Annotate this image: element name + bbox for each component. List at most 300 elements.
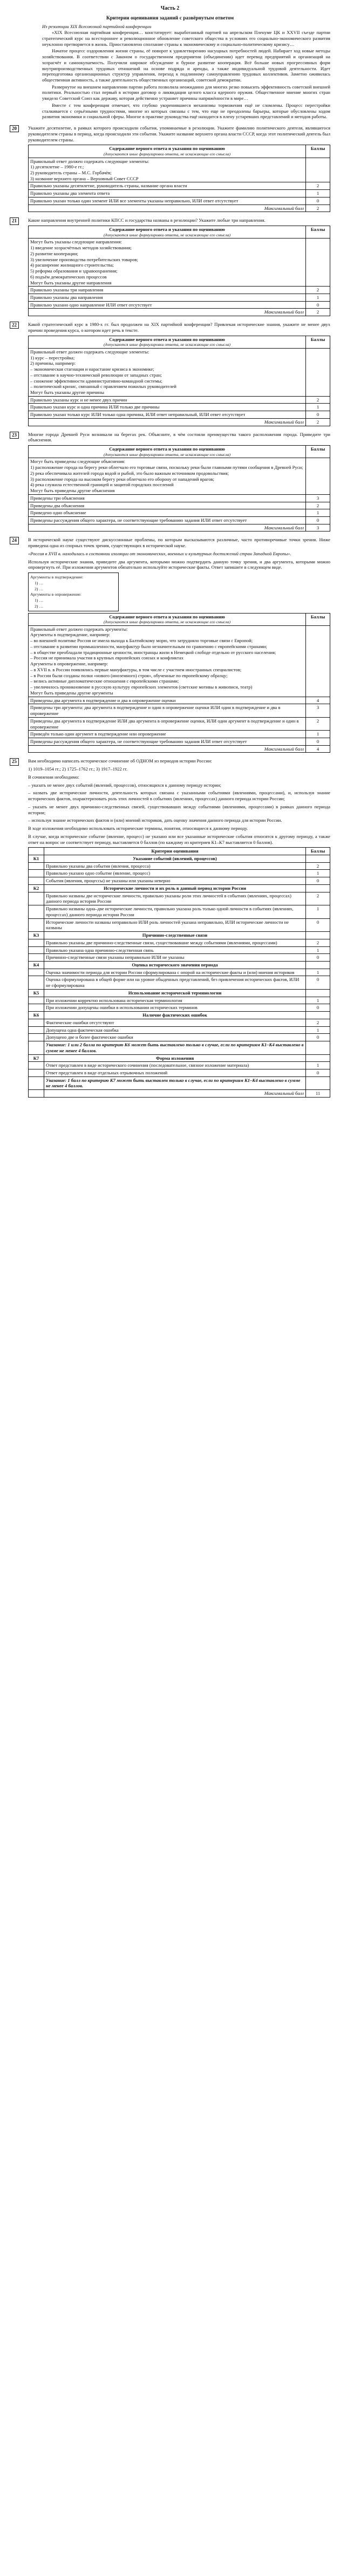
task-number-cell <box>10 432 28 532</box>
task-block <box>10 125 330 212</box>
points-col-header: Баллы <box>306 848 330 855</box>
points-value: 0 <box>306 954 330 962</box>
answer-line: 1) курс – перестройка; <box>30 355 75 360</box>
answer-line: – отставание в научно-технической революции от западных стран; <box>30 372 162 378</box>
answer-line: – в XVII в. в России появлялись первые мануфактуры, в том числе с участием иностранных специалистов; <box>30 666 242 672</box>
points-cell <box>306 1041 330 1054</box>
criterion-code-cell <box>29 1062 44 1069</box>
table-row <box>29 516 330 524</box>
template-confirm-title: Аргументы в подтверждение: <box>30 575 84 580</box>
answer-line: Аргументы в опровержение, например: <box>30 661 108 667</box>
points-value: 1 <box>306 969 330 976</box>
criterion-code-cell <box>29 905 44 918</box>
criterion-code-cell <box>29 862 44 870</box>
criteria-table <box>28 613 330 753</box>
answer-line: 1) расположение города на берегу реки облегчало его торговые связи, поскольку реки были главными путями сообщения в Древней Руси; <box>30 465 303 471</box>
table-header-row <box>29 145 330 158</box>
table-row <box>29 494 330 502</box>
answer-col-header <box>29 336 306 348</box>
part-title: Часть 2 <box>160 5 180 11</box>
answer-line: Правильный ответ должен содержать следующие элементы: <box>30 158 149 164</box>
task-body <box>28 758 330 1098</box>
criterion-code-cell <box>29 877 44 885</box>
table-header-row <box>29 336 330 348</box>
points-cell <box>306 458 330 494</box>
scoring-text: Фактические ошибки отсутствуют <box>44 1019 306 1026</box>
scoring-text: Исторические личности названы неправильно ИЛИ роль личностей указана неправильно, ИЛИ исторические личности не названы <box>44 918 306 931</box>
max-score-label: Максимальный балл <box>29 309 306 316</box>
max-score-label: Максимальный балл <box>44 1090 306 1098</box>
scoring-text: Причинно-следственные связи указаны неправильно ИЛИ не указаны <box>44 954 306 962</box>
criterion-code-cell <box>29 976 44 989</box>
criterion-title: Наличие фактических ошибок <box>44 1012 306 1019</box>
criterion-code-cell <box>29 1026 44 1034</box>
answer-col-subtitle: (допускаются иные формулировки ответа, не искажающие его смысла) <box>103 232 231 237</box>
points-value: 0 <box>306 976 330 989</box>
essay-periods: 1) 1019–1054 гг.; 2) 1725–1762 гг.; 3) 1917–1922 гг. <box>28 766 128 772</box>
answer-line: – отставание в развитии промышленности, мануфактур было незначительным по сравнению с европейскими странами; <box>30 643 267 649</box>
scoring-text: Правильно указаны два направления <box>29 294 306 301</box>
points-cell <box>306 238 330 287</box>
answer-line: – экономическая стагнация и нарастание кризиса в экономике; <box>30 366 154 372</box>
points-value: 3 <box>306 494 330 502</box>
max-score-label: Максимальный балл <box>29 205 306 212</box>
answer-line: – снижение эффективности административно-командной системы; <box>30 378 162 384</box>
table-row <box>29 877 330 885</box>
max-score-value: 4 <box>306 745 330 753</box>
scoring-text: Правильно названы одна–две исторические личности, правильно указана роль только одной личности в событиях (явлениях, процессах) данного периода истории России <box>44 905 306 918</box>
answer-row <box>29 348 330 396</box>
answer-template-box <box>28 573 119 611</box>
criterion-code-cell <box>29 954 44 962</box>
table-row <box>29 997 330 1004</box>
max-score-value: 2 <box>306 309 330 316</box>
table-row <box>29 411 330 419</box>
answer-line: Могут быть указаны другие причины <box>30 390 105 396</box>
task-question: Какой стратегический курс в 1980-х гг. был продолжен на XIX партийной конференции? Привлекая исторические знания, укажите не менее двух причин проведения курса, о котором идет речь в тексте. <box>28 322 330 333</box>
criterion-title: Исторические личности и их роль в данный период истории России <box>44 884 306 892</box>
table-row <box>29 954 330 962</box>
max-score-value: 11 <box>306 1090 330 1098</box>
task-quote: «Россия в XVII в. находилась в состоянии изоляции от экономических, военных и культурных достижений стран Западной Европы». <box>28 550 291 556</box>
table-row <box>29 976 330 989</box>
answer-line: 2) река обеспечивала жителей города водой и рыбой, это было важным источником продовольствия; <box>30 470 229 476</box>
answer-line: 3) название верхнего органа – Верховный Совет СССР <box>30 175 139 181</box>
criterion-title-row <box>29 855 330 862</box>
answer-col-title: Содержание верного ответа и указания по оцениванию <box>109 227 225 233</box>
intro-paragraph: Начатое процесс оздоровления жизни страны, её поворот к удовлетворению насущных потребностей людей. Набирает ход новые методы хозяйствования. В соответствии с Законом о государственном предприятии (объединении) идет перевод предприятий и организаций на хозрасчёт и самоокупаемость. Получили широкое обсуждение и бурное развитие кооперация. Всё больше новых прогрессивных форм внутрипроизводственных трудовых отношений на основе подряда и аренды, а также индивидуальной трудовой деятельности. Идет переподготовка организационных структур управления, переход к подлинному самоуправлению трудовых коллективов. Заметно оживилась общественная активность, а также деятельность общественных организаций, советской демократии. <box>42 48 330 83</box>
template-line: 2) … <box>35 586 44 591</box>
scoring-text: Правильно указаны десятилетие, руководитель страны, название органа власти <box>29 182 306 190</box>
answer-col-subtitle: (допускаются иные формулировки ответа, не искажающие его смысла) <box>103 619 231 625</box>
intro-paragraph: Развернутое на внешнем направлении партии работа позволила неожиданно для многих резко повысить эффективность советской внешней политики. Реальностью стал первый в истории договор о ликвидации целого класса ядерного оружия. Общественное мнение многих стран увидело Советский Союз как державу, которая действенно устраняет причины напряжённости в мире… <box>42 84 330 101</box>
max-score-row <box>29 205 330 212</box>
scoring-text: Правильно указаны три направления <box>29 287 306 294</box>
criterion-code-cell <box>29 1004 44 1012</box>
max-score-row <box>29 524 330 531</box>
max-score-row <box>29 1090 330 1098</box>
table-row <box>29 190 330 197</box>
criterion-title: Причинно-следственные связи <box>44 932 306 939</box>
answer-row <box>29 238 330 287</box>
scoring-text: Приведены три аргумента: два аргумента в подтверждение и один в опровержение оценки ИЛИ один в подтверждение и два в опровержение <box>29 704 306 717</box>
scoring-text: Приведены два аргумента в подтверждение и два в опровержение оценки <box>29 697 306 704</box>
answer-row <box>29 625 330 697</box>
scoring-text: Правильно указано одно направление ИЛИ ответ отсутствует <box>29 301 306 309</box>
points-value: 1 <box>306 294 330 301</box>
task-number: 25 <box>10 758 19 765</box>
answer-col-header <box>29 446 306 458</box>
template-line: 2) … <box>35 603 44 609</box>
criterion-code-cell <box>29 946 44 954</box>
answer-content <box>29 348 306 396</box>
criteria-col-header: Критерии оценивания <box>44 848 306 855</box>
criteria-table <box>28 336 330 426</box>
task-body <box>28 537 330 753</box>
points-cell <box>306 962 330 969</box>
criterion-title-row <box>29 962 330 969</box>
criteria-table <box>28 145 330 212</box>
table-row <box>29 1034 330 1041</box>
task-block <box>10 758 330 1098</box>
points-value: 0 <box>306 1004 330 1012</box>
task-question: В исторической науке существуют дискуссионные проблемы, по которым высказываются различные, часто противоречивые точки зрения. Ниже приведена одна из спорных точек зрения, существующих в исторической науке. <box>28 537 330 549</box>
scoring-text: Правильно указано одно событие (явление, процесс) <box>44 870 306 877</box>
points-value: 4 <box>306 697 330 704</box>
max-score-row <box>29 309 330 316</box>
criteria-table <box>28 226 330 316</box>
table-row <box>29 294 330 301</box>
points-value: 2 <box>306 182 330 190</box>
max-score-row <box>29 745 330 753</box>
criteria-table <box>28 847 330 1098</box>
criterion-code-cell <box>29 1041 44 1054</box>
criterion-code-cell <box>29 1076 44 1089</box>
answer-col-title: Содержание верного ответа и указания по оцениванию <box>109 446 225 452</box>
template-line: 1) … <box>35 598 44 603</box>
points-value: 2 <box>306 1019 330 1026</box>
criterion-code: К7 <box>29 1054 44 1062</box>
task-block <box>10 432 330 532</box>
criterion-title: Указание событий (явлений, процессов) <box>44 855 306 862</box>
criterion-code: К2 <box>29 884 44 892</box>
criterion-code-cell <box>29 997 44 1004</box>
essay-requirement: – используя знание исторических фактов и (или) мнений историков, дать оценку значения данного периода для истории России. <box>28 817 282 823</box>
table-row <box>29 1026 330 1034</box>
task-question: Какие направления внутренней политики КПСС и государства названы в резолюции? Укажите любые три направления. <box>28 217 266 223</box>
answer-line: – политический кризис, связанный с правлением пожилых руководителей <box>30 384 176 390</box>
scoring-text: Допущена одна фактическая ошибка <box>44 1026 306 1034</box>
points-cell <box>306 989 330 997</box>
table-row <box>29 404 330 411</box>
scoring-text: Правильно указаны два элемента ответа <box>29 190 306 197</box>
scoring-text: Правильно указаны два события (явления, процесса) <box>44 862 306 870</box>
answer-row <box>29 158 330 182</box>
points-value: 1 <box>306 997 330 1004</box>
criterion-title-row <box>29 1012 330 1019</box>
scoring-text: Правильно указаны две причинно-следственные связи, существовавшие между событиями (явлениями, процессами) <box>44 939 306 946</box>
table-row <box>29 1062 330 1069</box>
table-row <box>29 905 330 918</box>
task-number-cell <box>10 217 28 316</box>
criterion-code-cell <box>29 1090 44 1098</box>
points-cell <box>306 855 330 862</box>
points-value: 0 <box>306 1034 330 1041</box>
answer-line: 4) расширение жилищного строительства; <box>30 262 114 268</box>
table-row <box>29 1004 330 1012</box>
criterion-code-cell <box>29 892 44 905</box>
points-col-header: Баллы <box>306 446 330 458</box>
essay-requirement: – указать не менее двух событий (явлений, процессов), относящихся к данному периоду истории; <box>28 782 221 788</box>
scoring-text: Приведены рассуждения общего характера, не соответствующие требованию задания ИЛИ ответ отсутствует <box>29 738 306 745</box>
points-cell <box>306 932 330 939</box>
answer-line: Могут быть указаны следующие направления: <box>30 239 122 245</box>
essay-req-intro: В сочинении необходимо: <box>28 774 79 780</box>
table-row <box>29 870 330 877</box>
criterion-code: К4 <box>29 962 44 969</box>
criterion-code-cell <box>29 918 44 931</box>
max-score-value: 2 <box>306 418 330 426</box>
points-value: 2 <box>306 502 330 509</box>
answer-line: 4) река служила естественной границей и защитой городских поселений <box>30 482 174 488</box>
task-number-cell <box>10 758 28 1098</box>
points-col-header: Баллы <box>306 613 330 625</box>
answer-content <box>29 238 306 287</box>
task-number: 22 <box>10 322 19 329</box>
criterion-code-cell <box>29 870 44 877</box>
answer-line: 6) подъём демократических процессов <box>30 274 107 280</box>
criteria-title: Критерии оценивания заданий с развёрнутым ответом <box>106 15 234 21</box>
answer-line: 1) введение хозрасчётных методов хозяйствования; <box>30 245 132 251</box>
max-score-label: Максимальный балл <box>29 524 306 531</box>
points-value: 2 <box>306 862 330 870</box>
points-cell <box>306 158 330 182</box>
k6-note: Указание: 1 или 2 балла по критерию К6 может быть выставлено только в случае, если по критериям К1–К4 выставлено в сумме не менее 4 баллов. <box>44 1041 306 1054</box>
points-value: 0 <box>306 301 330 309</box>
scoring-text: Ответ представлен в виде отдельных отрывочных положений <box>44 1069 306 1077</box>
points-value: 2 <box>306 396 330 404</box>
table-header-row <box>29 848 330 855</box>
answer-line: Могут быть приведены следующие объяснения: <box>30 459 126 465</box>
answer-line: – увеличилось проникновение в русскую культуру европейских элементов (светские мотивы в живописи, театр) <box>30 684 253 690</box>
task-number-cell <box>10 322 28 426</box>
criterion-code: К3 <box>29 932 44 939</box>
points-cell <box>306 884 330 892</box>
answer-line: Могут быть приведены другие аргументы <box>30 690 113 696</box>
task-number: 24 <box>10 537 19 544</box>
answer-col-header <box>29 613 306 625</box>
points-value: 0 <box>306 516 330 524</box>
points-value: 2 <box>306 939 330 946</box>
answer-line: Правильный ответ должен содержать аргументы: <box>30 626 128 632</box>
table-header-row <box>29 613 330 625</box>
template-line: 1) … <box>35 580 44 585</box>
points-cell <box>306 348 330 396</box>
answer-line: 2) руководитель страны – М.С. Горбачёв; <box>30 170 112 176</box>
answer-line: Аргументы в подтверждение, например: <box>30 632 111 638</box>
scoring-text: При изложении корректно использована историческая терминология <box>44 997 306 1004</box>
points-value: 0 <box>306 411 330 419</box>
table-row <box>29 197 330 205</box>
points-cell <box>306 1076 330 1089</box>
scoring-text: Приведены рассуждения общего характера, не соответствующие требованию задания ИЛИ ответ отсутствует <box>29 516 306 524</box>
points-value: 2 <box>306 717 330 730</box>
essay-requirement: – указать не менее двух причинно-следственных связей, существовавших между событиями (явлениями, процессами) в рамках данного периода истории; <box>28 803 330 815</box>
answer-col-title: Содержание верного ответа и указания по оцениванию <box>109 146 225 152</box>
task-question: Вам необходимо написать историческое сочинение об ОДНОМ из периодов истории России: <box>28 758 212 764</box>
table-row <box>29 502 330 509</box>
answer-line: 2) развитие кооперации; <box>30 250 78 256</box>
intro-paragraph: «XIX Всесоюзная партийная конференция… констатирует: выработанный партией на апрельском Пленуме ЦК и XXVII съезде партии стратегический курс на всестороннее и революционное обновление советского общества в условиях его социально-экономического развития неуклонно претворяется в жизнь. Приостановлено сползание страны к экономическому и социально-политическому кризису… <box>42 30 330 47</box>
scoring-text: Допущено две и более фактические ошибки <box>44 1034 306 1041</box>
scoring-text: Приведено одно объяснение <box>29 509 306 517</box>
task-body <box>28 217 330 316</box>
table-row <box>29 704 330 717</box>
points-cell <box>306 625 330 697</box>
table-row <box>29 301 330 309</box>
table-row <box>29 697 330 704</box>
answer-line: – Россия не принимала участия в крупных европейских союзах и конфликтах <box>30 655 183 661</box>
table-row <box>29 892 330 905</box>
answer-line: Могут быть указаны другие направления <box>30 280 112 285</box>
points-value: 3 <box>306 704 330 717</box>
points-value: 1 <box>306 190 330 197</box>
criterion-code: К5 <box>29 989 44 997</box>
table-row <box>29 509 330 517</box>
criteria-table <box>28 445 330 531</box>
criterion-title-row <box>29 1054 330 1062</box>
points-col-header: Баллы <box>306 145 330 158</box>
table-row <box>29 939 330 946</box>
table-row <box>29 396 330 404</box>
answer-line: 2) причины, например: <box>30 360 76 366</box>
points-cell <box>306 1054 330 1062</box>
table-row <box>29 1041 330 1054</box>
answer-line: – в обществе преобладали традиционные ценности, иностранцы жили в Немецкой слободе отдельно от русского населения; <box>30 649 276 655</box>
criterion-code-cell <box>29 1034 44 1041</box>
answer-content <box>29 625 306 697</box>
table-row <box>29 1076 330 1089</box>
scoring-text: Приведены три объяснения <box>29 494 306 502</box>
answer-col-header <box>29 145 306 158</box>
answer-line: Могут быть приведены другие объяснения <box>30 488 115 494</box>
points-value: 1 <box>306 870 330 877</box>
task-number: 23 <box>10 432 19 439</box>
points-cell <box>306 1012 330 1019</box>
points-col-header: Баллы <box>306 226 330 238</box>
points-value: 1 <box>306 1026 330 1034</box>
task-block <box>10 217 330 316</box>
answer-line: 3) расположение города на высоком берегу реки облегчало его оборону от нападений врагов; <box>30 476 214 482</box>
task-number: 21 <box>10 217 19 224</box>
scoring-text: Правильно указан только курс ИЛИ только одна причина, ИЛИ ответ неправильный, ИЛИ ответ отсутствует <box>29 411 306 419</box>
criterion-code-cell <box>29 1069 44 1077</box>
intro-paragraph: Вместе с тем конференция отмечает, что глубоко укоренившиеся механизмы торможения ещё не сломлены. Процесс перестройки сталкивается с серьёзными трудностями, многие из которых связаны с тем, что еще не преодолены барьеры, которые обусловлены ходом развития экономики и социальной сферы. Многое в практике руководства ещё находится в плену устаревших представлений и методов работы. <box>42 102 330 120</box>
points-value: 2 <box>306 287 330 294</box>
k7-note: Указание: 1 балл по критерию К7 может быть выставлен только в случае, если по критериям К1–К4 выставлено в сумме не менее 4 баллов. <box>44 1076 306 1089</box>
points-value: 0 <box>306 738 330 745</box>
answer-line: – в России были созданы полки «нового (иноземного) строя», обученные по европейскому образцу; <box>30 672 228 678</box>
essay-note: В ходе изложения необходимо использовать исторические термины, понятия, относящиеся к данному периоду. <box>28 826 248 832</box>
scoring-text: При изложении допущены ошибки в использовании исторических терминов <box>44 1004 306 1012</box>
scoring-text: Правильно указаны курс и не менее двух причин <box>29 396 306 404</box>
answer-line: 1) десятилетие – 1980-е гг.; <box>30 164 84 170</box>
points-value: 1 <box>306 509 330 517</box>
task-body <box>28 322 330 426</box>
scoring-text: Правильно указан курс и одна причина ИЛИ только две причины <box>29 404 306 411</box>
answer-line: 3) увеличение производства потребительских товаров; <box>30 256 138 262</box>
scoring-text: Оценка значимости периода для истории России сформулирована с опорой на исторические факты и (или) мнения историков <box>44 969 306 976</box>
points-value: 0 <box>306 1069 330 1077</box>
essay-requirement: – назвать две исторические личности, деятельность которых связана с указанными событиями (явлениями, процессами), и, используя знание исторических фактов, охарактеризовать роль этих личностей в событиях (явлениях, процессах) данного периода истории России; <box>28 790 330 802</box>
points-value: 0 <box>306 918 330 931</box>
max-score-value: 2 <box>306 205 330 212</box>
answer-col-title: Содержание верного ответа и указания по оцениванию <box>109 614 225 619</box>
points-value: 2 <box>306 892 330 905</box>
table-row <box>29 182 330 190</box>
scoring-text: Правильно указан только один элемент ИЛИ все элементы указаны неправильно, ИЛИ ответ отсутствует <box>29 197 306 205</box>
criterion-col-header <box>29 848 44 855</box>
task-block <box>10 537 330 753</box>
table-row <box>29 969 330 976</box>
answer-col-subtitle: (допускаются иные формулировки ответа, не искажающие его смысла) <box>103 342 231 347</box>
criterion-title-row <box>29 884 330 892</box>
task-number-cell <box>10 537 28 753</box>
points-value: 1 <box>306 946 330 954</box>
points-value: 0 <box>306 877 330 885</box>
answer-content <box>29 458 306 494</box>
answer-col-header <box>29 226 306 238</box>
task-instruction: Используя исторические знания, приведите два аргумента, которыми можно подтвердить данную точку зрения, и два аргумента, которыми можно опровергнуть её. При изложении аргументов обязательно используйте исторические факты. Ответ запишите в следующем виде. <box>28 558 330 570</box>
scoring-text: Ответ представлен в виде исторического сочинения (последовательное, связное изложение материала) <box>44 1062 306 1069</box>
criterion-title: Форма изложения <box>44 1054 306 1062</box>
scoring-text: Правильно названы две исторические личности, правильно указаны роли этих личностей в событиях (явлениях, процессах) данного периода истории России <box>44 892 306 905</box>
intro-heading: Из резолюции XIX Всесоюзной партийной конференции <box>42 24 152 30</box>
points-value: 1 <box>306 1062 330 1069</box>
task-number: 20 <box>10 125 19 132</box>
task-question: Укажите десятилетие, в рамках которого происходили события, упоминаемые в резолюции. Укажите фамилию политического деятеля, являвшегося руководителем страны в период, когда происходили эти события. Укажите название верхнего органа власти СССР, когда этот политический деятель был руководителем страны. <box>28 125 330 142</box>
table-header-row <box>29 446 330 458</box>
scoring-text: Приведены два объяснения <box>29 502 306 509</box>
criterion-code-cell <box>29 939 44 946</box>
max-score-value: 3 <box>306 524 330 531</box>
task-body <box>28 432 330 532</box>
table-row <box>29 862 330 870</box>
answer-line: 5) реформа образования и здравоохранения; <box>30 268 118 274</box>
table-row <box>29 717 330 730</box>
criterion-title-row <box>29 932 330 939</box>
answer-line: – велись активные дипломатические отношения с европейскими странами; <box>30 678 179 684</box>
task-number-cell <box>10 125 28 212</box>
table-row <box>29 918 330 931</box>
table-header-row <box>29 226 330 238</box>
criterion-code-cell <box>29 969 44 976</box>
table-row <box>29 946 330 954</box>
points-value: 1 <box>306 404 330 411</box>
max-score-label: Максимальный балл <box>29 418 306 426</box>
answer-col-subtitle: (допускаются иные формулировки ответа, не искажающие его смысла) <box>103 452 231 457</box>
max-score-label: Максимальный балл <box>29 745 306 753</box>
essay-note: В случае, когда историческое событие (явление, процесс) не указано или все указанные исторические события относятся к другому периоду, а также ответ на вопрос не соответствует периоду, выставляется 0 баллов (по каждому из критериев К1–К7 выставляется 0 баллов). <box>28 833 330 845</box>
answer-col-title: Содержание верного ответа и указания по оцениванию <box>109 336 225 342</box>
table-row <box>29 287 330 294</box>
answer-line: – во внешней политике Россия не имела выхода к Балтийскому морю, что затрудняло торговые связи с Европой; <box>30 638 253 644</box>
answer-col-subtitle: (допускаются иные формулировки ответа, не искажающие его смысла) <box>103 152 231 157</box>
points-value: 1 <box>306 905 330 918</box>
criterion-code: К1 <box>29 855 44 862</box>
scoring-text: Приведён только один аргумент в подтверждение или опровержение <box>29 731 306 738</box>
points-col-header: Баллы <box>306 336 330 348</box>
